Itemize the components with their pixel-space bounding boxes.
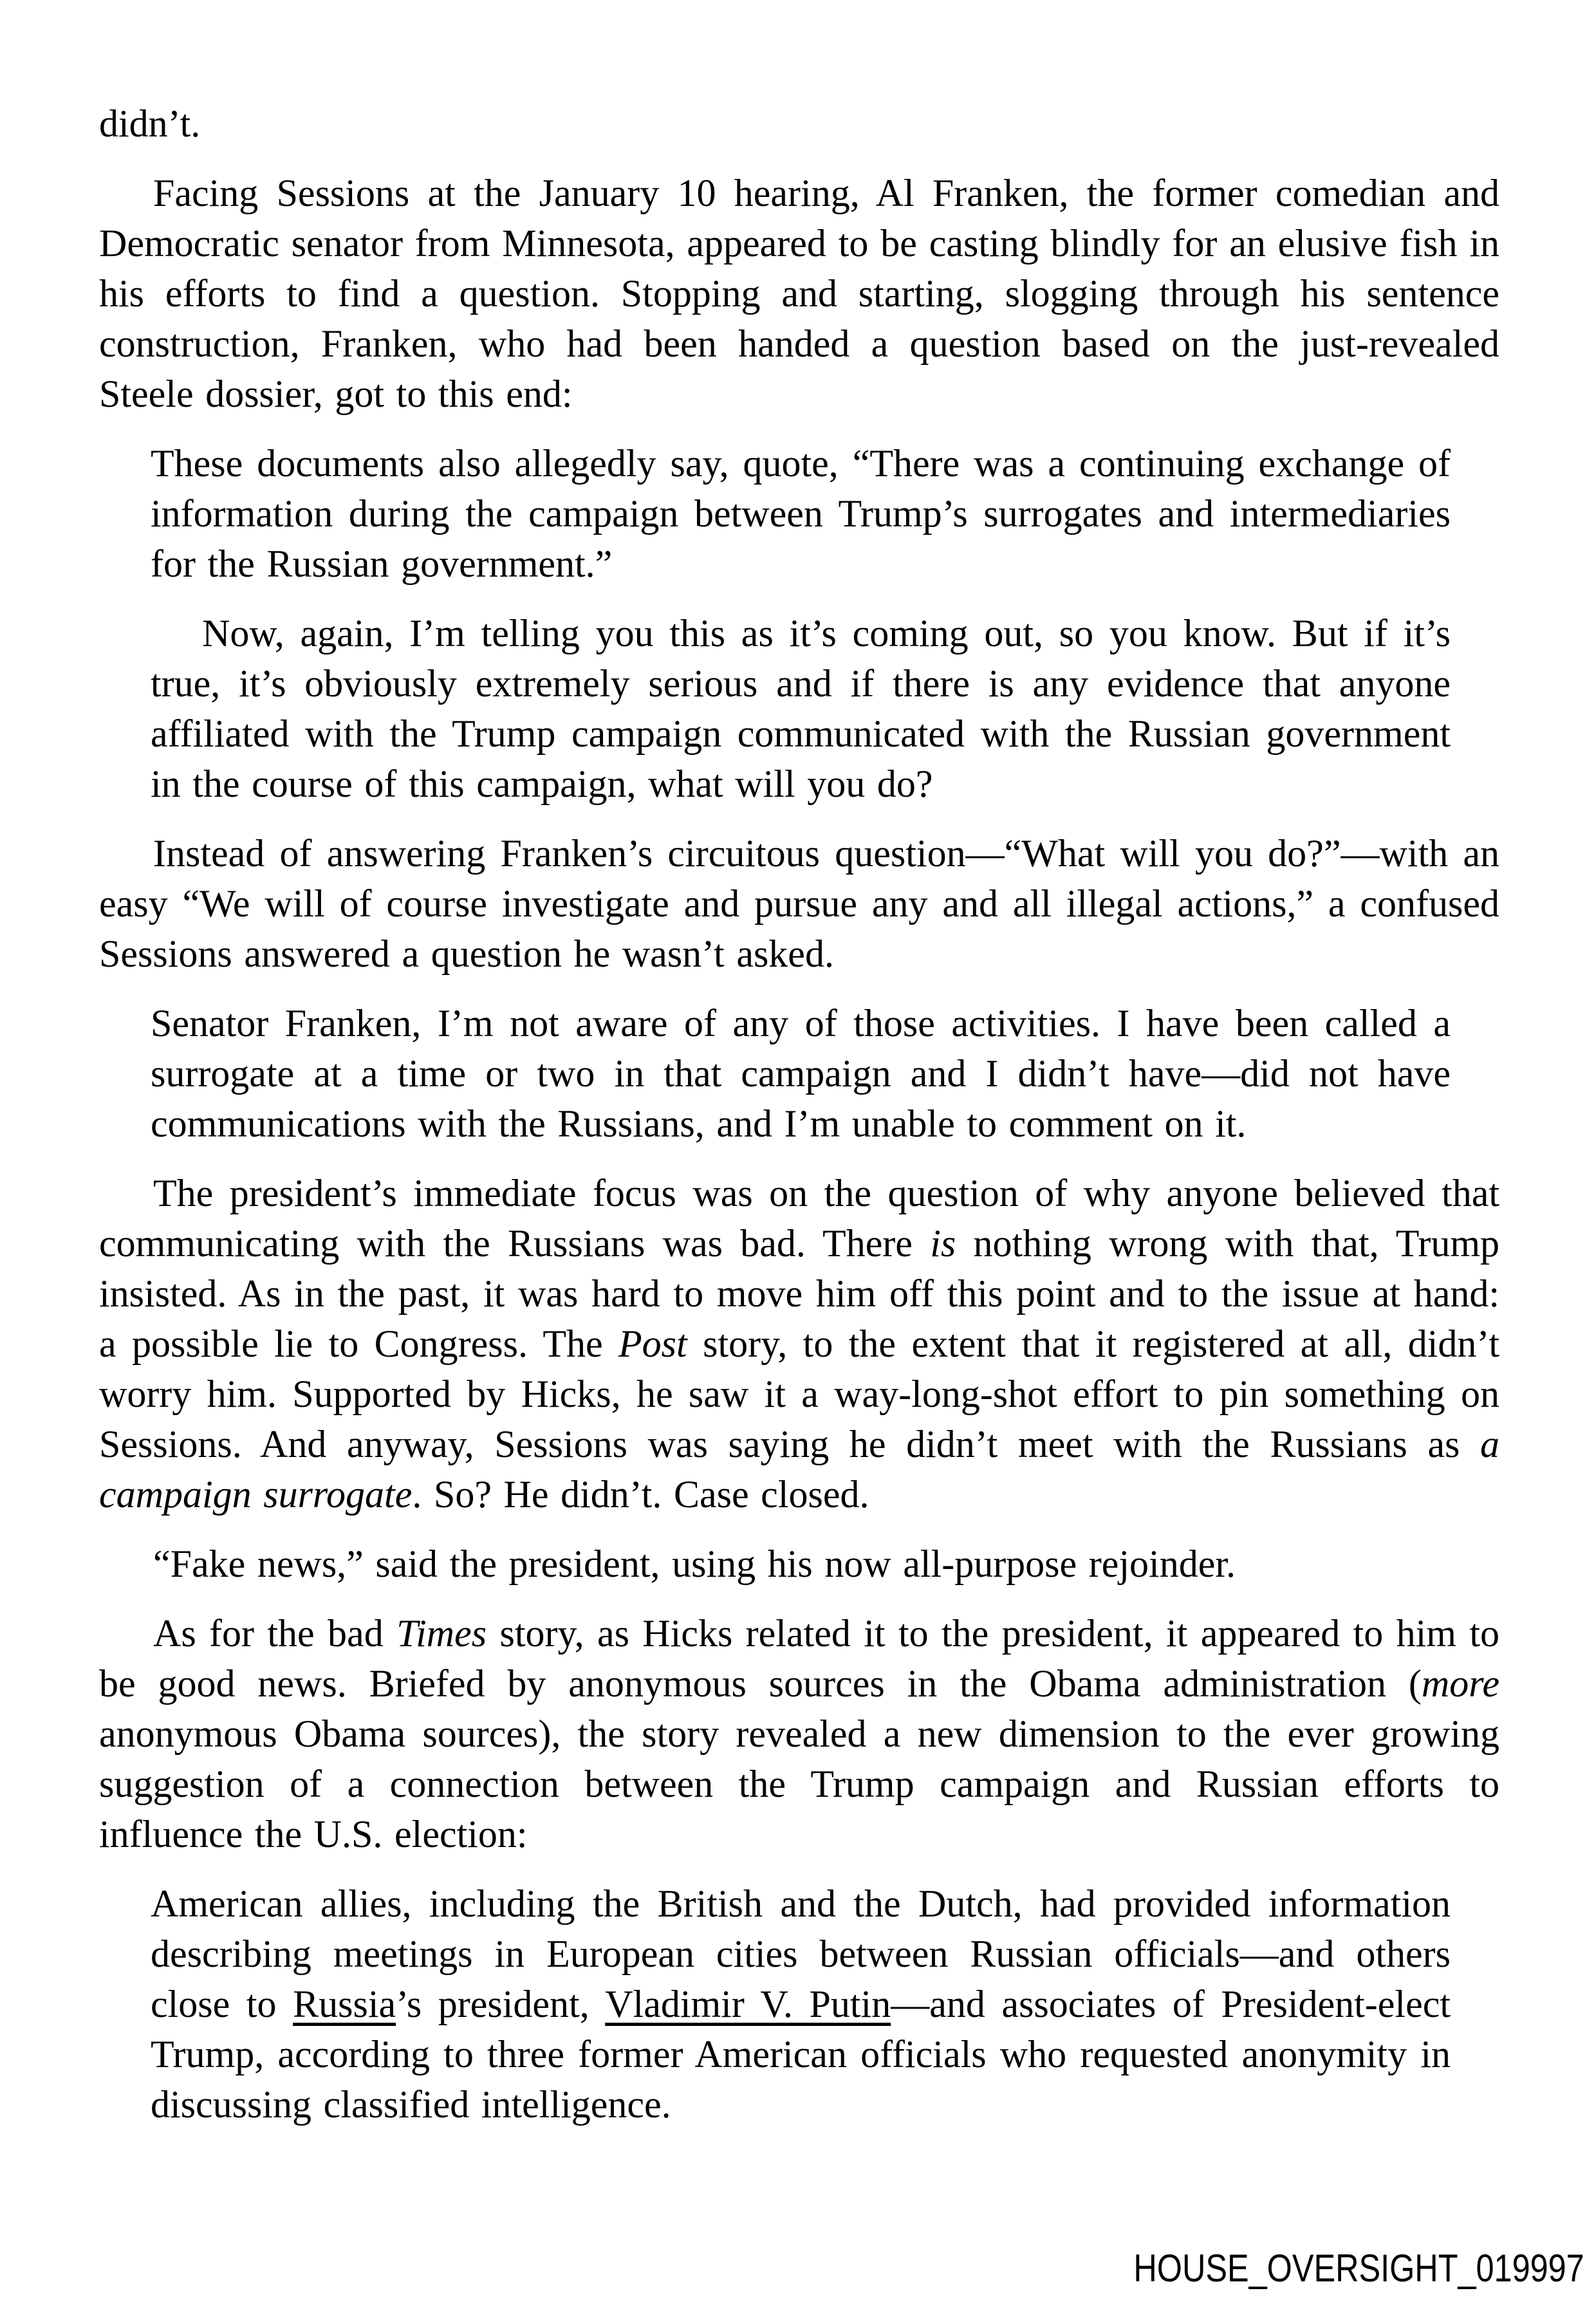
vladimir-putin-link-text: Vladimir V. Putin — [605, 1983, 891, 2025]
body-paragraph — [99, 1539, 1499, 1589]
russia-link-text: Russia — [293, 1983, 396, 2025]
text-run: Instead of answering Franken’s circuitous question—“What will you do?”—with an easy “We will of course investigate and pursue any and all illegal actions,” a confused Sessions answered a question he wasn’t asked. — [99, 832, 1499, 975]
italic-text-run: is — [930, 1222, 956, 1265]
text-run: The president’s immediate focus was on the question of why anyone believed that communicating with the Russians was bad. There — [99, 1172, 1499, 1265]
text-run: nothing wrong with that, Trump insisted. As in the past, it was hard to move him off this point and to the issue at hand: a possible lie to Congress. The — [99, 1222, 1499, 1365]
text-run: “Fake news,” said the president, using his now all-purpose rejoinder. — [153, 1543, 1236, 1585]
body-paragraph — [99, 1168, 1499, 1519]
italic-text-run: Post — [618, 1323, 687, 1365]
blockquote-paragraph — [151, 608, 1451, 809]
body-paragraph — [99, 168, 1499, 419]
italic-text-run: more — [1421, 1662, 1499, 1705]
blockquote-paragraph — [151, 1879, 1451, 2130]
text-run: story, as Hicks related it to the president, it appeared to him to be good news. Briefed by anonymous sources in the Obama administration ( — [99, 1612, 1499, 1705]
text-run: . So? He didn’t. Case closed. — [412, 1473, 869, 1516]
body-paragraph — [99, 1608, 1499, 1859]
text-run: story, to the extent that it registered at all, didn’t worry him. Supported by Hicks, he saw it a way-long-shot effort to pin something on Sessions. And anyway, Sessions was saying he didn’t meet with the Russians as — [99, 1323, 1499, 1465]
document-body — [99, 98, 1499, 2149]
italic-text-run: Times — [396, 1612, 487, 1655]
blockquote-paragraph — [151, 998, 1451, 1149]
bates-stamp-watermark: HOUSE_OVERSIGHT_019997 — [1133, 2247, 1584, 2290]
body-paragraph — [99, 98, 1499, 149]
italic-text-run: a campaign surrogate — [99, 1423, 1499, 1516]
text-run: didn’t. — [99, 102, 201, 145]
text-run: As for the bad — [153, 1612, 397, 1655]
text-run: Senator Franken, I’m not aware of any of those activities. I have been called a surrogate at a time or two in that campaign and I didn’t have—did not have communications with the Russians, and I’m unable to comment on it. — [151, 1002, 1451, 1145]
text-run: Facing Sessions at the January 10 hearing, Al Franken, the former comedian and Democratic senator from Minnesota, appeared to be casting blindly for an elusive fish in his efforts to find a question. Stopping and starting, slogging through his sentence construction, Franken, who had been handed a question based on the just-revealed Steele dossier, got to this end: — [99, 172, 1499, 415]
text-run: American allies, including the British and the Dutch, had provided information describing meetings in European cities between Russian officials—and others close to — [151, 1882, 1451, 2025]
text-run: These documents also allegedly say, quote, “There was a continuing exchange of information during the campaign between Trump’s surrogates and intermediaries for the Russian government.” — [151, 442, 1451, 585]
text-run: anonymous Obama sources), the story revealed a new dimension to the ever growing suggestion of a connection between the Trump campaign and Russian efforts to influence the U.S. election: — [99, 1713, 1499, 1855]
text-run: Now, again, I’m telling you this as it’s coming out, so you know. But if it’s true, it’s obviously extremely serious and if there is any evidence that anyone affiliated with the Trump campaign communicated with the Russian government in the course of this campaign, what will you do? — [151, 612, 1451, 805]
blockquote-paragraph — [151, 438, 1451, 589]
text-run: —and associates of President-elect Trump, according to three former American officials who requested anonymity in discussing classified intelligence. — [151, 1983, 1451, 2126]
body-paragraph — [99, 828, 1499, 979]
text-run: ’s president, — [396, 1983, 606, 2025]
